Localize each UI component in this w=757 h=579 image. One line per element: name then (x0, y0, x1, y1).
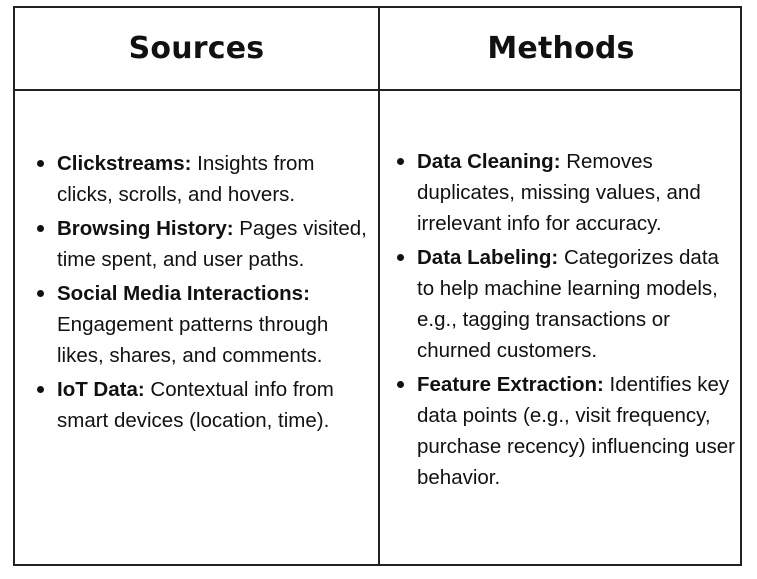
item-text: Categorizes data to help machine learning models, e.g., tagging transactions or churned customers. (417, 246, 719, 362)
header-methods: Methods (487, 31, 635, 66)
bullet-icon (37, 386, 44, 393)
list-item-feature-extraction (397, 369, 737, 493)
item-text: Identifies key data points (e.g., visit frequency, purchase recency) influencing user behavior. (417, 373, 735, 489)
item-term: Data Cleaning: (417, 150, 561, 173)
comparison-table (13, 6, 742, 566)
item-text: Insights from clicks, scrolls, and hovers. (57, 152, 315, 206)
bullet-icon (37, 290, 44, 297)
header-sources: Sources (128, 31, 265, 66)
bullet-icon (397, 254, 404, 261)
item-term: IoT Data: (57, 378, 145, 401)
bullet-icon (397, 381, 404, 388)
sources-list (37, 148, 370, 439)
item-term: Browsing History: (57, 217, 234, 240)
item-term: Feature Extraction: (417, 373, 604, 396)
item-text: Removes duplicates, missing values, and irrelevant info for accuracy. (417, 150, 701, 235)
list-item-data-labeling (397, 242, 737, 366)
list-item-data-cleaning (397, 146, 737, 239)
bullet-icon (37, 225, 44, 232)
list-item-social-media (37, 278, 370, 371)
item-text: Pages visited, time spent, and user paths. (57, 217, 367, 271)
item-text: Engagement patterns through likes, shares, and comments. (57, 313, 329, 367)
header-divider (15, 89, 740, 91)
methods-list (397, 146, 737, 496)
list-item-browsing-history (37, 213, 370, 275)
column-divider (378, 8, 380, 564)
item-term: Clickstreams: (57, 152, 192, 175)
item-term: Data Labeling: (417, 246, 559, 269)
item-term: Social Media Interactions: (57, 282, 310, 305)
bullet-icon (397, 158, 404, 165)
item-text: Contextual info from smart devices (location, time). (57, 378, 334, 432)
list-item-iot-data (37, 374, 370, 436)
bullet-icon (37, 160, 44, 167)
list-item-clickstreams (37, 148, 370, 210)
